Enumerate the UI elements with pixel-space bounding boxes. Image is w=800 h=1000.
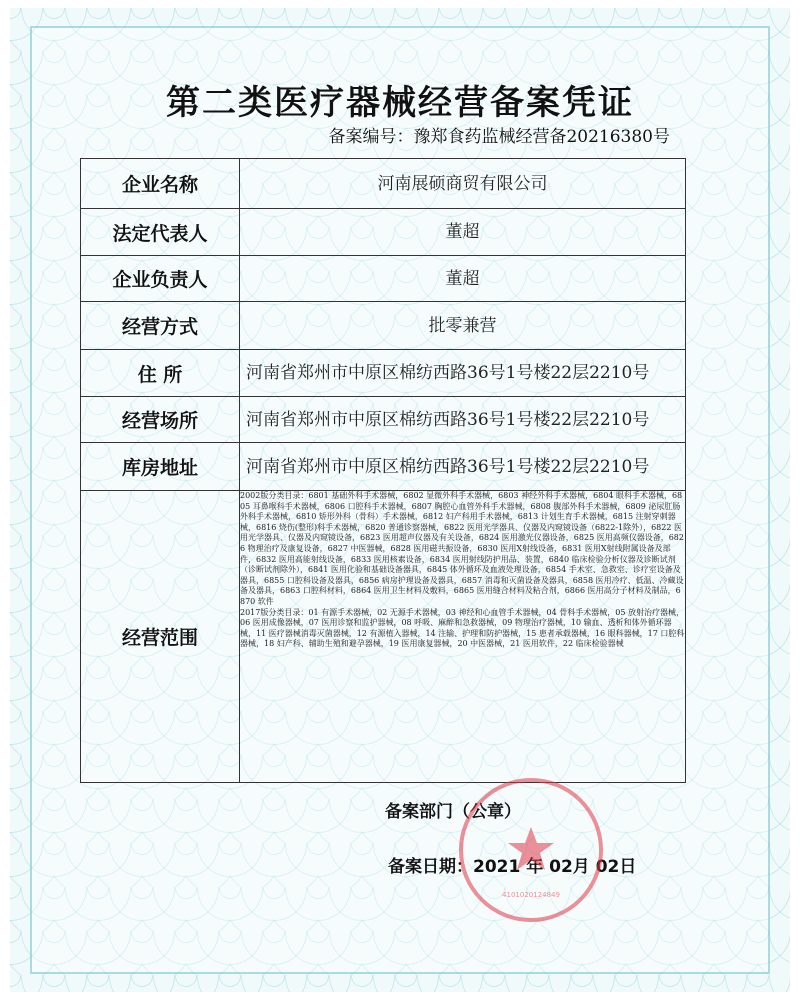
filing-date: 备案日期：2021 年 02月 02日 bbox=[388, 857, 637, 877]
registration-number: 备案编号：豫郑食药监械经营备20216380号 bbox=[328, 127, 670, 147]
label-business-mode: 经营方式 bbox=[81, 302, 240, 350]
row-responsible-person bbox=[81, 256, 686, 302]
label-legal-rep: 法定代表人 bbox=[81, 209, 240, 256]
value-business-premises: 河南省郑州市中原区棉纺西路36号1号楼22层2210号 bbox=[240, 397, 686, 443]
value-company-name: 河南展硕商贸有限公司 bbox=[240, 159, 686, 209]
label-company-name: 企业名称 bbox=[81, 159, 240, 209]
label-domicile: 住 所 bbox=[81, 350, 240, 397]
value-business-scope bbox=[240, 491, 686, 783]
row-warehouse-address bbox=[81, 443, 686, 491]
value-responsible-person: 董超 bbox=[240, 256, 686, 302]
label-business-scope: 经营范围 bbox=[81, 491, 240, 783]
value-warehouse-address: 河南省郑州市中原区棉纺西路36号1号楼22层2210号 bbox=[240, 443, 686, 491]
row-company-name bbox=[81, 159, 686, 209]
row-business-scope bbox=[81, 491, 686, 783]
label-responsible-person: 企业负责人 bbox=[81, 256, 240, 302]
label-warehouse-address: 库房地址 bbox=[81, 443, 240, 491]
filing-department: 备案部门（公章） bbox=[385, 802, 521, 822]
row-legal-rep bbox=[81, 209, 686, 256]
value-domicile: 河南省郑州市中原区棉纺西路36号1号楼22层2210号 bbox=[240, 350, 686, 397]
row-business-premises bbox=[81, 397, 686, 443]
scope-2002-catalog: 2002版分类目录：6801 基础外科手术器械，6802 显微外科手术器械，6803 神经外科手术器械，6804 眼科手术器械，6805 耳鼻喉科手术器械，6806 口腔科手术器械，6807 胸腔心血管外科手术器械，6808 腹部外科手术器械，6809 泌尿肛肠外科手术器械，6810 矫形外科（骨科）手术器械，6812 妇产科用手术器械，6813 计划生育手术器械，6815 注射穿刺器械，6816 烧伤(整形)科手术器械，6820 普通诊察器械，6822 医用光学器具、仪器及内窥镜设备（6822-1除外），6822 医用光学器具、仪器及内窥镜设备，6823 医用超声仪器及有关设备，6824 医用激光仪器设备，6825 医用高频仪器设备，6826 物理治疗及康复设备，6827 中医器械，6828 医用磁共振设备，6830 医用X射线设备，6831 医用X射线附属设备及部件，6832 医用高能射线设备，6833 医用核素设备，6834 医用射线防护用品、装置，6840 临床检验分析仪器及诊断试剂（诊断试剂除外），6841 医用化验和基础设备器具，6845 体外循环及血液处理设备，6854 手术室、急救室、诊疗室设备及器具，6855 口腔科设备及器具，6856 病房护理设备及器具，6857 消毒和灭菌设备及器具，6858 医用冷疗、低温、冷藏设备及器具，6863 口腔科材料，6864 医用卫生材料及敷料，6865 医用缝合材料及粘合剂，6866 医用高分子材料及制品，6870 软件 bbox=[240, 491, 684, 606]
official-seal-icon bbox=[456, 775, 606, 925]
value-legal-rep: 董超 bbox=[240, 209, 686, 256]
row-business-mode bbox=[81, 302, 686, 350]
row-domicile bbox=[81, 350, 686, 397]
scope-2017-catalog: 2017版分类目录：01 有源手术器械，02 无源手术器械，03 神经和心血管手术器械，04 骨科手术器械，05 放射治疗器械，06 医用成像器械，07 医用诊察和监护器械，08 呼吸、麻醉和急救器械，09 物理治疗器械，10 输血、透析和体外循环器械，11 医疗器械消毒灭菌器械，12 有源植入器械，14 注输、护理和防护器械，15 患者承载器械，16 眼科器械，17 口腔科器械，18 妇产科、辅助生殖和避孕器械，19 医用康复器械，20 中医器械，21 医用软件，22 临床检验器械 bbox=[240, 607, 685, 649]
value-business-mode: 批零兼营 bbox=[240, 302, 686, 350]
info-table bbox=[80, 158, 686, 783]
seal-code: 4101020124849 bbox=[502, 891, 560, 899]
label-business-premises: 经营场所 bbox=[81, 397, 240, 443]
certificate-title: 第二类医疗器械经营备案凭证 bbox=[166, 83, 634, 123]
